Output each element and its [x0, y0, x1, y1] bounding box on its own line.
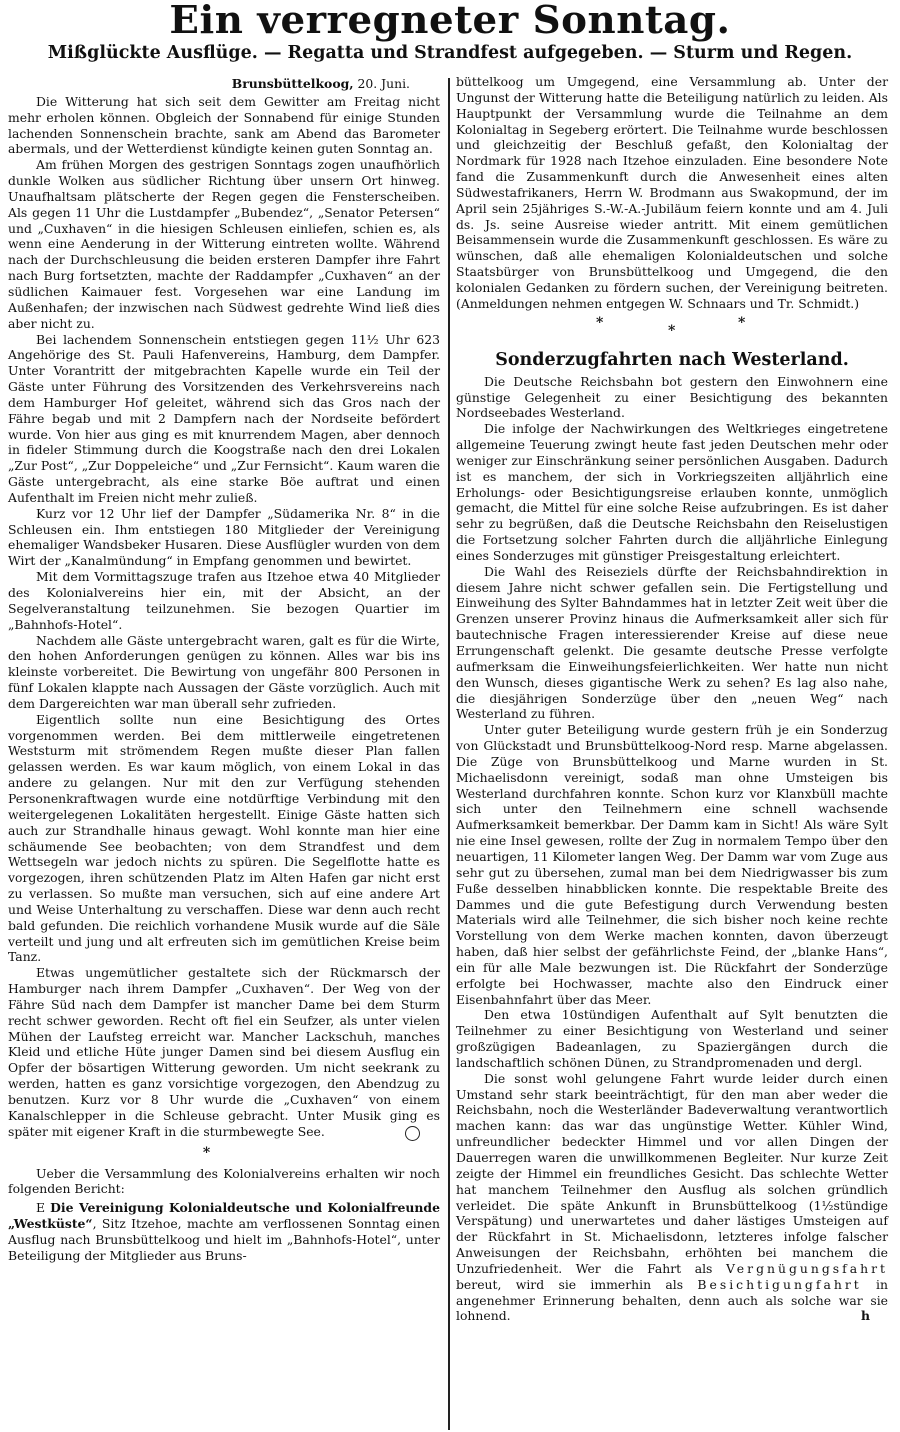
paragraph — [456, 1071, 888, 1325]
separator — [456, 312, 888, 348]
emphasized-word: Vergnügungsfahrt — [726, 1260, 888, 1276]
asterisk: * — [668, 322, 676, 339]
separator: * — [202, 1144, 211, 1161]
paragraph: Am frühen Morgen des gestrigen Sonntags zogen unaufhörlich dunkle Wolken aus südlicher Richtung über unsern Ort hinweg. Unaufhaltsam plätscherte der Regen gegen die Fensterscheiben. Als gegen 11 Uhr die Lustdampfer „Bubendez“, „Senator Petersen“ und „Cuxhaven“ in die hiesigen Schleusen einliefen, schien es, als wenn eine Aenderung in der Witterung eintreten wollte. Während nach der Durchschleusung die beiden ersteren Dampfer ihre Fahrt nach Burg fortsetzten, machte der Raddampfer „Cuxhaven“ an der südlichen Kaimauer fest. Vorgesehen war eine Landung im Außenhafen; der inzwischen nach Südwest gedrehte Wind ließ dies aber nicht zu. — [8, 157, 440, 331]
paragraph-text: , Sitz Itzehoe, machte am verflossenen Sonntag einen Ausflug nach Brunsbüttelkoog und hielt im „Bahnhofs-Hotel“, unter Beteiligung der Mitglieder aus Bruns- — [8, 1216, 440, 1263]
paragraph: Unter guter Beteiligung wurde gestern früh je ein Sonderzug von Glückstadt und Brunsbüttelkoog-Nord resp. Marne abgelassen. Die Züge von Brunsbüttelkoog und Marne wurden in St. Michaelisdonn vereinigt, sodaß man ohne Umsteigen bis Westerland durchfahren konnte. Schon kurz vor Klanxbüll machte sich unter den Teilnehmern eine schnell wachsende Aufmerksamkeit bemerkbar. Der Damm kam in Sicht! Als wäre Sylt nie eine Insel gewesen, rollte der Zug in normalem Tempo über den neuartigen, 11 Kilometer langen Weg. Der Damm war vom Zuge aus sehr gut zu übersehen, zumal man bei dem Niedrigwasser bis zum Fuße desselben hinabblicken konnte. Die respektable Breite des Dammes und die gute Befestigung durch Verwendung besten Materials wird alle Teilnehmer, die sich bisher noch keine rechte Vorstellung von dem Werke machen konnten, davon überzeugt haben, daß hier selbst der gefährlichste Feind, der „blanke Hans“, ein für alle Male bezwungen ist. Die Rückfahrt der Sonderzüge erfolgte bei Hochwasser, machte also den Eindruck einer Eisenbahnfahrt über das Meer. — [456, 722, 888, 1007]
asterisk: * — [738, 314, 746, 331]
left-column — [8, 76, 440, 1264]
paragraph: Bei lachendem Sonnenschein entstiegen gegen 11½ Uhr 623 Angehörige des St. Pauli Hafenvereins, Hamburg, dem Dampfer. Unter Vorantritt der mitgebrachten Kapelle wurde ein Teil der Gäste unter Führung des Vorsitzenden des Verkehrsvereins nach dem Hamburger Hof geleitet, während sich das Gros nach der Fähre begab und mit 2 Dampfern nach der Nordseite befördert wurde. Von hier aus ging es mit knurrendem Magen, aber dennoch in fideler Stimmung durch die Koogstraße nach den drei Lokalen „Zur Post“, „Zur Doppeleiche“ und „Zur Fernsicht“. Kaum waren die Gäste untergebracht, als eine starke Böe auftrat und einen Aufenthalt im Freien nicht mehr zuließ. — [8, 331, 440, 505]
paragraph: Den etwa 10stündigen Aufenthalt auf Sylt benutzten die Teilnehmer zu einer Besichtigung von Westerland und seiner großzügigen Badeanlagen, zu Spaziergängen durch die landschaftlich schönen Dünen, zu Strandpromenaden und dergl. — [456, 1007, 888, 1070]
paragraph — [8, 1200, 440, 1263]
dateline-place: Brunsbüttelkoog, — [231, 76, 354, 91]
paragraph: Kurz vor 12 Uhr lief der Dampfer „Südamerika Nr. 8“ in die Schleusen ein. Ihm entstiegen 180 Mitglieder der Vereinigung ehemaliger Wandsbeker Husaren. Diese Ausflügler wurden von dem Wirt der „Kanalmündung“ in Empfang genommen und bewirtet. — [8, 505, 440, 569]
section-title: Sonderzugfahrten nach Westerland. — [495, 349, 849, 370]
paragraph: Nachdem alle Gäste untergebracht waren, galt es für die Wirte, den hohen Anforderungen genügen zu können. Alles war bis ins kleinste vorbereitet. Die Bewirtung von ungefähr 800 Personen in fünf Lokalen klappte nach Aussagen der Gäste vorzüglich. Auch mit dem Dargereichten war man überall sehr zufrieden. — [8, 632, 440, 711]
right-column — [456, 74, 888, 1324]
paragraph: Mit dem Vormittagszuge trafen aus Itzehoe etwa 40 Mitglieder des Kolonialvereins hier ein, mit der Absicht, an der Segelveranstaltung teilzunehmen. Sie bezogen Quartier im „Bahnhofs-Hotel“. — [8, 569, 440, 632]
paragraph: Die Deutsche Reichsbahn bot gestern den Einwohnern eine günstige Gelegenheit zu einer Besichtigung des bekannten Nordseebades Westerland. — [456, 373, 888, 421]
circle-mark-icon — [405, 1126, 420, 1141]
dateline-date: 20. Juni. — [357, 76, 410, 91]
author-signature: h — [860, 1308, 870, 1324]
asterisk: * — [596, 314, 604, 331]
paragraph — [8, 965, 440, 1139]
emphasized-word: Besichtigungfahrt — [697, 1276, 862, 1292]
paragraph-text: in angenehmer Erinnerung behalten, denn auch als solche war sie lohnend. — [456, 1276, 888, 1324]
paragraph-text: Die sonst wohl gelungene Fahrt wurde leider durch einen Umstand sehr stark beeinträchtigt, für den man aber weder die Reichsbahn, noch die Westerländer Badeverwaltung verantwortlich machen kann: das war das ungünstige Wetter. Kühler Wind, unfreundlicher bedeckter Himmel und vor allen Dingen der Dauerregen waren die unwillkommenen Begleiter. Nur kurze Zeit zeigte der Himmel ein freundliches Gesicht. Das schlechte Wetter hat manchem Teilnehmer den Ausflug als solchen gründlich verleidet. Die späte Ankunft in Brunsbüttelkoog (1½stündige Verspätung) und unerwartetes und daher lästiges Umsteigen auf der Rückfahrt in St. Michaelisdonn, letzteres infolge falscher Anweisungen der Reichsbahn, erhöhten bei manchem die Unzufriedenheit. Wer die Fahrt als — [456, 1070, 888, 1276]
marker: E — [36, 1200, 46, 1216]
paragraph: büttelkoog um Umgegend, eine Versammlung ab. Unter der Ungunst der Witterung hatte die Beteiligung natürlich zu leiden. Als Hauptpunkt der Versammlung wurde die Teilnahme an dem Kolonialtag in Segeberg erörtert. Die Teilnahme wurde beschlossen und gleichzeitig der Beschluß gefaßt, den Kolonialtag der Nordmark für 1928 nach Itzehoe einzuladen. Eine besondere Note fand die Zusammenkunft durch die Anwesenheit eines alten Südwestafrikaners, Herrn W. Brodmann aus Swakopmund, der im April sein 25jähriges S.-W.-A.-Jubiläum feiern konnte und am 4. Juli ds. Js. seine Ausreise wieder antritt. Mit einem gemütlichen Beisammensein wurde die Zusammenkunft geschlossen. Es wäre zu wünschen, daß alle ehemaligen Kolonialdeutschen und solche Staatsbürger von Brunsbüttelkoog und Umgegend, die den kolonialen Gedanken zu fördern suchen, der Vereinigung beitreten. (Anmeldungen nehmen entgegen W. Schnaars und Tr. Schmidt.) — [456, 74, 888, 311]
paragraph: Die Wahl des Reiseziels dürfte der Reichsbahndirektion in diesem Jahre nicht schwer gefallen sein. Die Fertigstellung und Einweihung des Sylter Bahndammes hat in letzter Zeit weit über die Grenzen unserer Provinz hinaus die Aufmerksamkeit aller sich für bautechnische Fragen interessierender Kreise auf diese neue Errungenschaft gelenkt. Die gesamte deutsche Presse verfolgte aufmerksam die Einweihungsfeierlichkeiten. Wer hatte nun nicht den Wunsch, dieses gigantische Werk zu sehen? Es lag also nahe, die diesjährigen Sonderzüge über den „neuen Weg“ nach Westerland zu führen. — [456, 563, 888, 722]
column-divider — [448, 78, 450, 1430]
headline: Ein verregneter Sonntag. — [169, 0, 731, 42]
paragraph-text: Etwas ungemütlicher gestaltete sich der Rückmarsch der Hamburger nach ihrem Dampfer „Cuxhaven“. Der Weg von der Fähre Süd nach dem Dampfer ist mancher Dame bei dem Sturm recht schwer geworden. Recht oft fiel ein Seufzer, als unter vielen Mühen der Laufsteg erreicht war. Mancher Lackschuh, manches Kleid und etliche Hüte junger Damen sind bei diesem Ausflug ein Opfer der bösartigen Witterung geworden. Um nicht seekrank zu werden, hatten es ganz vorsichtige vorgezogen, den Abendzug zu benutzen. Kurz vor 8 Uhr wurde die „Cuxhaven“ von einem Kanalschlepper in die Schleuse gebracht. Unter Musik ging es später mit eigener Kraft in die sturmbewegte See. — [8, 965, 440, 1139]
paragraph: Eigentlich sollte nun eine Besichtigung des Ortes vorgenommen werden. Bei dem mittlerweile eingetretenen Weststurm mit strömendem Regen mußte dieser Plan fallen gelassen werden. Es war kaum möglich, von einem Lokal in das andere zu gelangen. Nur mit den zur Verfügung stehenden Personenkraftwagen wurde eine notdürftige Verbindung mit den weitergelegenen Lokalitäten hergestellt. Einige Gäste hatten sich auch zur Strandhalle hinaus gewagt. Wohl konnte man hier eine schäumende See beobachten; von dem Strandfest und dem Wettsegeln war jedoch nichts zu spüren. Die Segelflotte hatte es vorgezogen, ihren schützenden Platz im Alten Hafen gar nicht erst zu verlassen. So mußte man versuchen, sich auf eine andere Art und Weise Unterhaltung zu verschaffen. Diese war denn auch recht bald gefunden. Die reichlich vorhandene Musik wurde auf die Säle verteilt und jung und alt erfreuten sich im gemütlichen Kreise beim Tanz. — [8, 711, 440, 965]
paragraph-text: bereut, wird sie immerhin als — [456, 1276, 698, 1292]
dateline — [8, 76, 440, 92]
paragraph: Die infolge der Nachwirkungen des Weltkrieges eingetretene allgemeine Teuerung zwingt heute fast jeden Deutschen mehr oder weniger zur Einschränkung seiner persönlichen Ausgaben. Dadurch ist es manchem, der sich in Vorkriegszeiten alljährlich eine Erholungs- oder Besichtigungsreise erlauben konnte, unmöglich gemacht, die Mittel für eine solche Reise aufzubringen. Es ist daher sehr zu begrüßen, daß die Deutsche Reichsbahn den Reiselustigen die Fortsetzung solcher Fahrten durch die alljährliche Einlegung eines Sonderzuges mit günstiger Preisgestaltung erleichtert. — [456, 421, 888, 563]
paragraph: Die Witterung hat sich seit dem Gewitter am Freitag nicht mehr erholen können. Obgleich der Sonnabend für einige Stunden lachenden Sonnenschein brachte, sank am Abend das Barometer abermals, und der Wetterdienst kündigte keinen guten Sonntag an. — [8, 93, 440, 157]
paragraph: Ueber die Versammlung des Kolonialvereins erhalten wir noch folgenden Bericht: — [8, 1165, 440, 1197]
subheadline: Mißglückte Ausflüge. — Regatta und Strandfest aufgegeben. — Sturm und Regen. — [47, 43, 853, 63]
organization-name: Die Vereinigung Kolonialdeutsche und Kolonialfreunde „Westküste“ — [8, 1200, 440, 1232]
